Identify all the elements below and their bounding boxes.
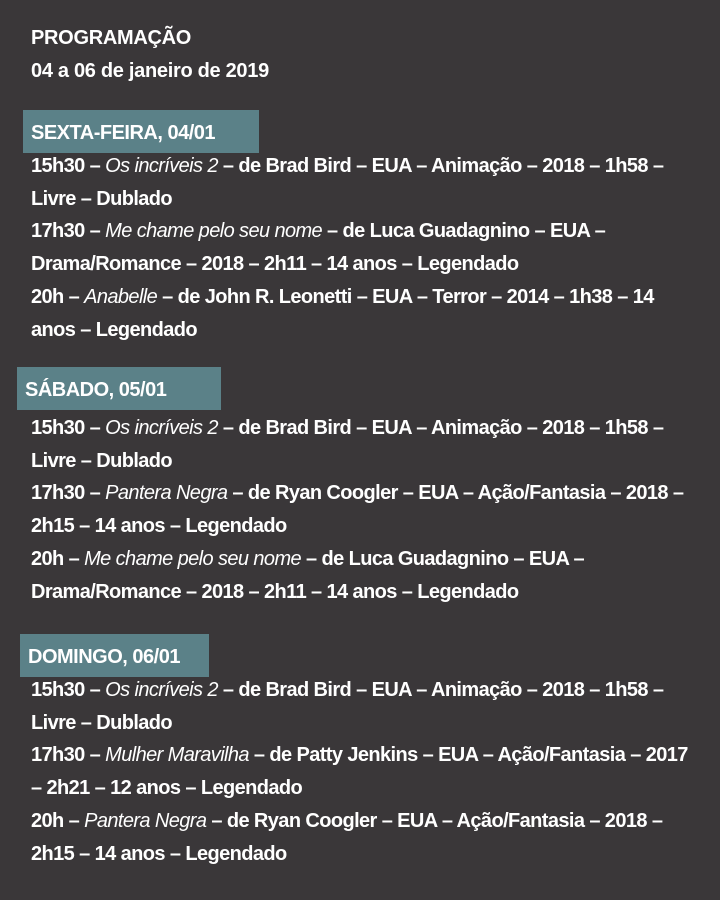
screening-entry (31, 412, 701, 477)
screening-time: 20h – (31, 285, 85, 308)
film-details: – de John R. Leonetti – EUA – Terror – 2014 – 1h38 – 14 anos – Legendado (31, 285, 654, 341)
screening-entry (31, 674, 701, 739)
screening-entry (31, 543, 701, 608)
screening-time: 15h30 – (31, 679, 106, 701)
day-header: DOMINGO, 06/01 (20, 634, 209, 677)
film-details: – de Brad Bird – EUA – Animação – 2018 – 1h58 – Livre – Dublado (31, 417, 664, 472)
screening-time: 17h30 – (31, 744, 106, 767)
screening-time: 20h – (31, 809, 85, 832)
screening-time: 20h – (31, 547, 85, 570)
film-title: Os incríveis 2 (105, 679, 218, 701)
title-block (31, 22, 269, 88)
day-header: SEXTA-FEIRA, 04/01 (23, 110, 259, 153)
film-details: – de Patty Jenkins – EUA – Ação/Fantasia – 2017 – 2h21 – 12 anos – Legendado (31, 744, 688, 800)
film-details: – de Ryan Coogler – EUA – Ação/Fantasia – 2018 – 2h15 – 14 anos – Legendado (31, 482, 684, 538)
page-title: PROGRAMAÇÃO (31, 27, 192, 49)
film-details: – de Luca Guadagnino – EUA – Drama/Romance – 2018 – 2h11 – 14 anos – Legendado (31, 220, 606, 276)
screening-entry (31, 215, 701, 280)
film-title: Me chame pelo seu nome (84, 547, 302, 570)
film-title: Mulher Maravilha (105, 744, 249, 767)
screening-entry (31, 150, 701, 215)
film-details: – de Ryan Coogler – EUA – Ação/Fantasia – 2018 – 2h15 – 14 anos – Legendado (31, 809, 663, 865)
entry-list (31, 150, 701, 346)
film-title: Pantera Negra (105, 482, 228, 505)
screening-entry (31, 805, 701, 870)
film-title: Os incríveis 2 (105, 417, 218, 439)
screening-time: 15h30 – (31, 417, 106, 439)
screening-time: 17h30 – (31, 220, 106, 243)
film-details: – de Brad Bird – EUA – Animação – 2018 – 1h58 – Livre – Dublado (31, 679, 664, 734)
screening-time: 15h30 – (31, 155, 106, 177)
film-title: Pantera Negra (84, 809, 207, 832)
film-details: – de Brad Bird – EUA – Animação – 2018 – 1h58 – Livre – Dublado (31, 155, 664, 210)
screening-entry (31, 281, 701, 346)
entry-list (31, 412, 701, 608)
screening-entry (31, 739, 701, 804)
screening-time: 17h30 – (31, 482, 106, 505)
day-header: SÁBADO, 05/01 (17, 367, 221, 410)
film-title: Anabelle (84, 285, 158, 308)
film-title: Os incríveis 2 (105, 155, 218, 177)
entry-list (31, 674, 701, 870)
film-details: – de Luca Guadagnino – EUA – Drama/Romance – 2018 – 2h11 – 14 anos – Legendado (31, 547, 585, 603)
film-title: Me chame pelo seu nome (105, 220, 323, 243)
screening-entry (31, 477, 701, 542)
date-range: 04 a 06 de janeiro de 2019 (31, 60, 269, 82)
